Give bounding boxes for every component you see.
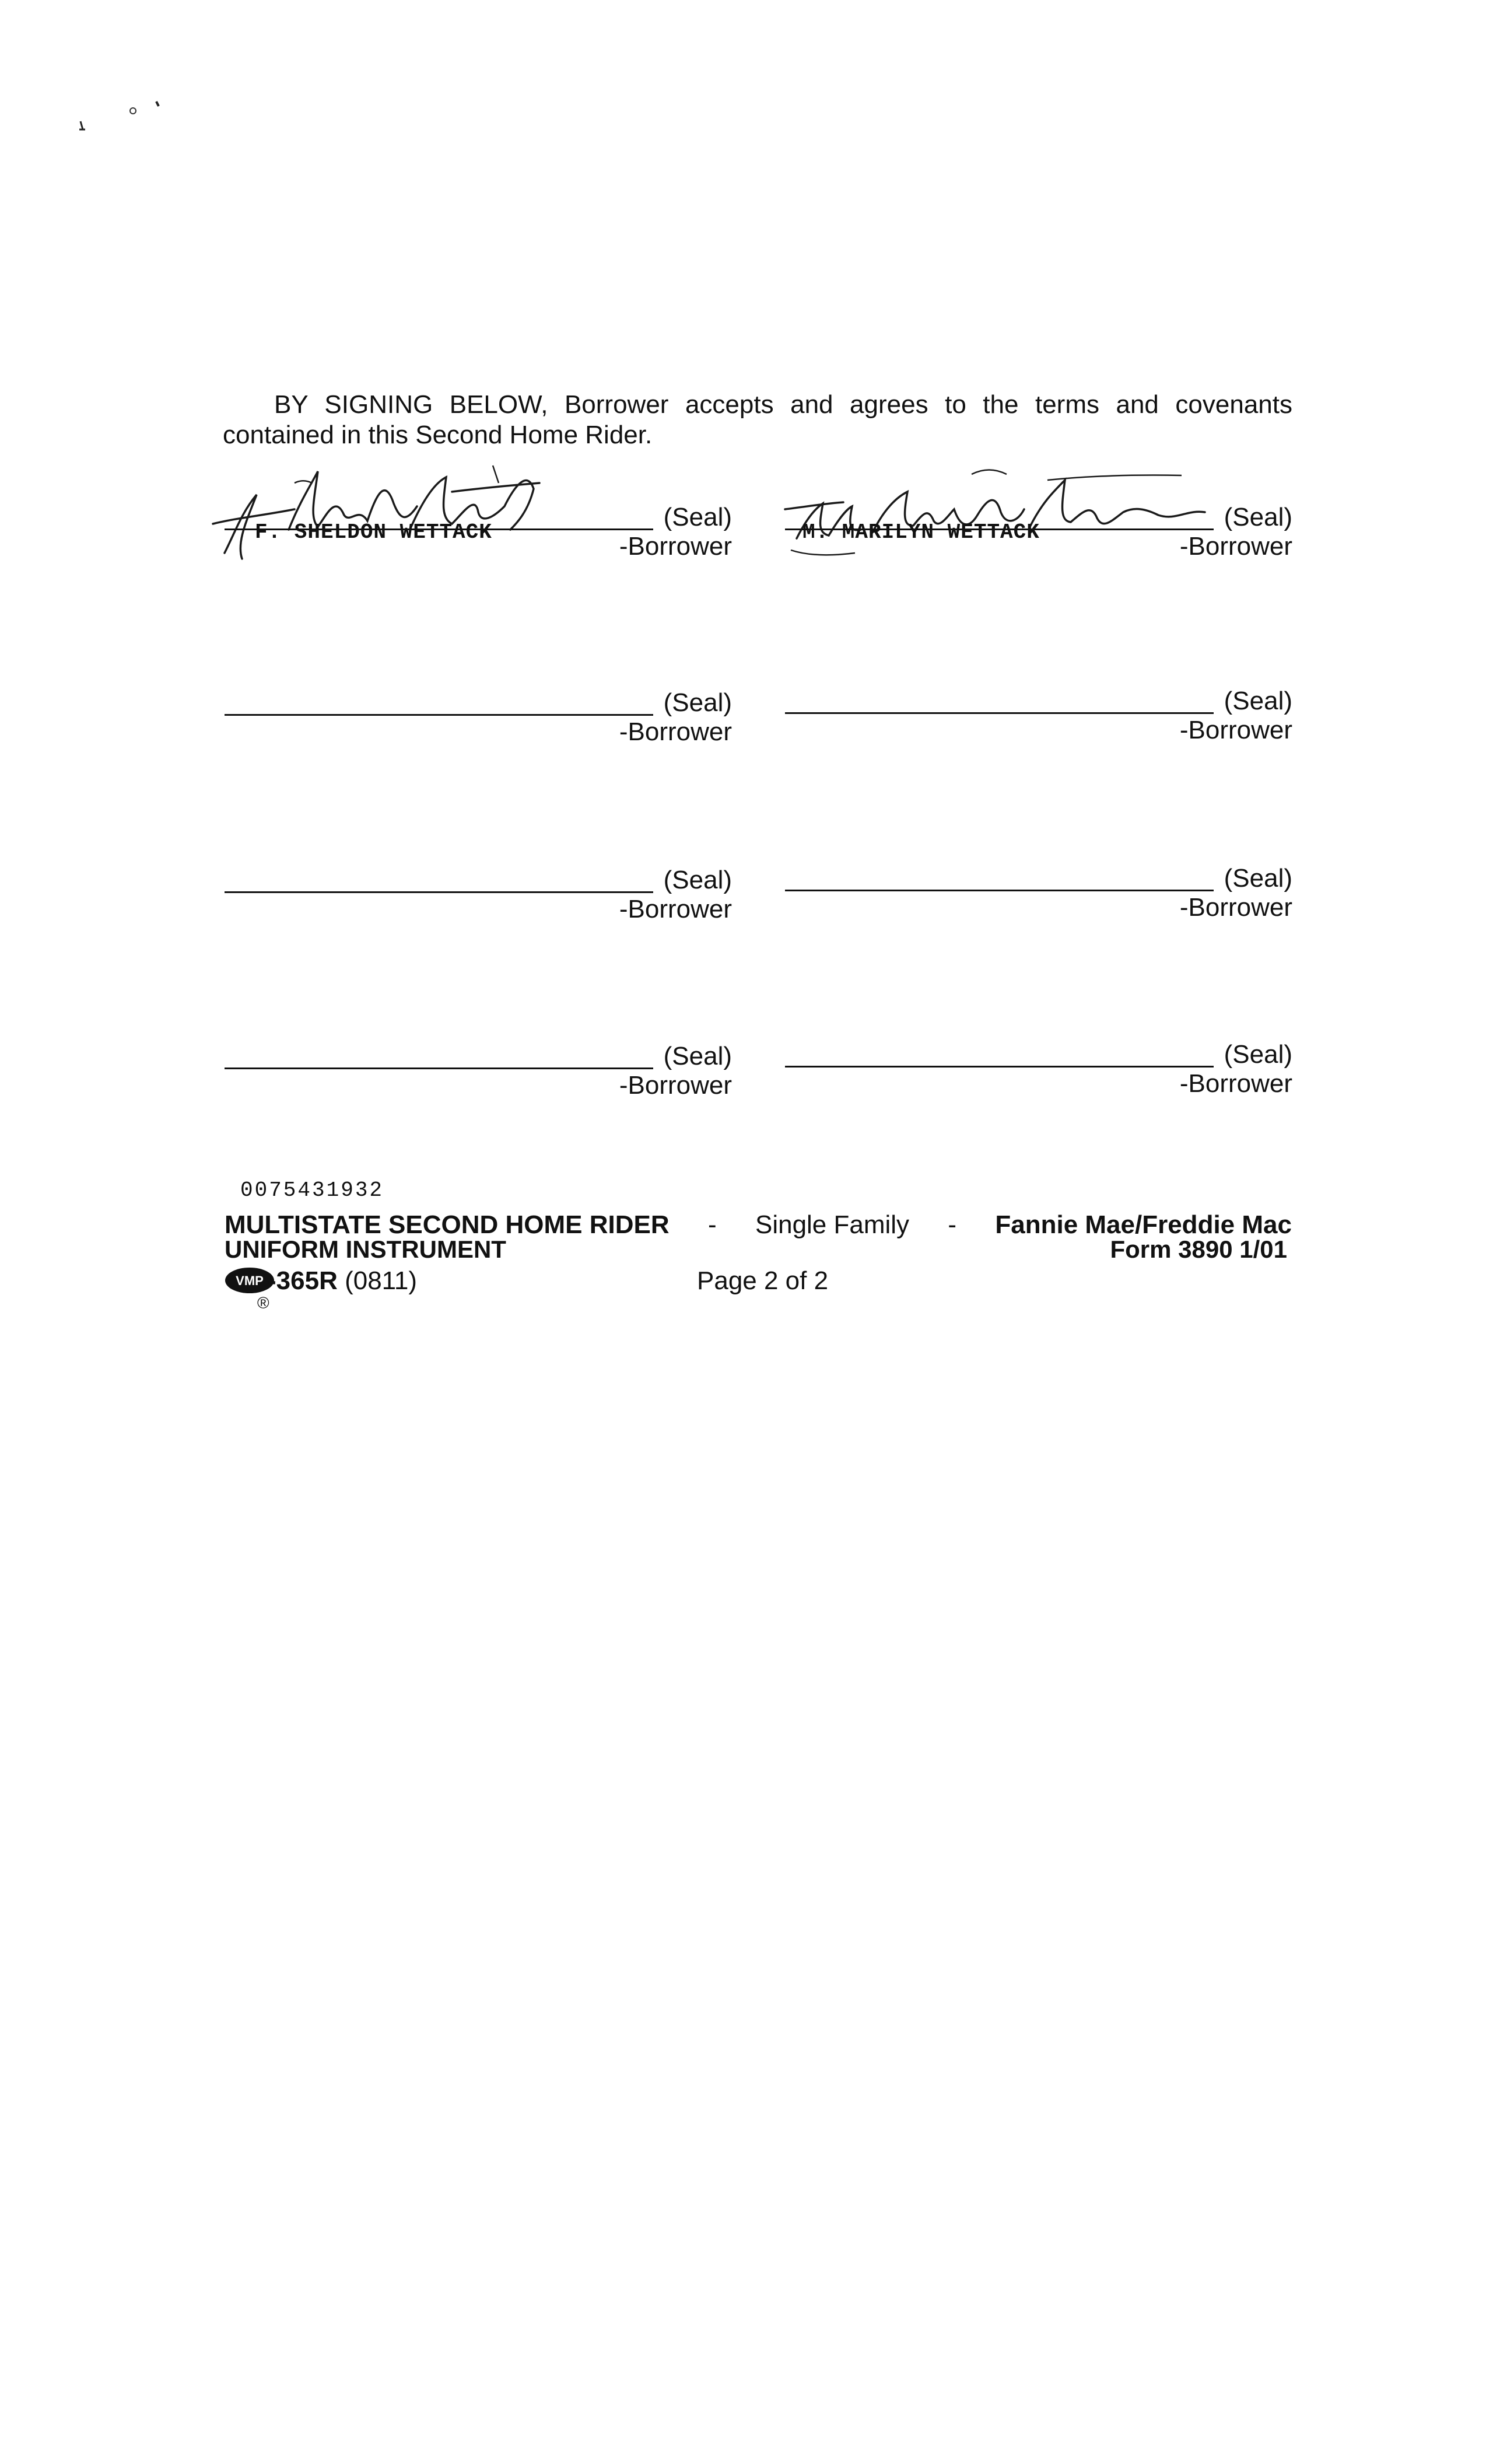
form-title-agency: Fannie Mae/Freddie Mac bbox=[995, 1210, 1292, 1239]
seal-label: (Seal) bbox=[1224, 1040, 1292, 1069]
seal-label: (Seal) bbox=[663, 503, 732, 531]
seal-label: (Seal) bbox=[1224, 864, 1292, 892]
form-title-type: Single Family bbox=[755, 1210, 910, 1239]
printed-name: F. SHELDON WETTACK bbox=[255, 520, 492, 544]
uniform-instrument-label: UNIFORM INSTRUMENT bbox=[225, 1236, 506, 1263]
registered-mark: ® bbox=[257, 1294, 269, 1312]
seal-label: (Seal) bbox=[1224, 687, 1292, 715]
scan-specks bbox=[0, 0, 233, 175]
seal-label: (Seal) bbox=[663, 688, 732, 717]
borrower-label: -Borrower bbox=[1179, 716, 1292, 744]
borrower-label: -Borrower bbox=[619, 895, 732, 923]
form-number: Form 3890 1/01 bbox=[1110, 1236, 1287, 1263]
agreement-statement-line-1: BY SIGNING BELOW, Borrower accepts and agrees to the terms and covenants bbox=[274, 390, 1292, 419]
signature-line bbox=[225, 714, 653, 716]
handwritten-signature-1 bbox=[201, 460, 563, 576]
signature-line bbox=[785, 712, 1214, 714]
vmp-logo-text: VMP bbox=[236, 1273, 264, 1288]
borrower-label: -Borrower bbox=[619, 532, 732, 561]
page-number: Page 2 of 2 bbox=[697, 1266, 829, 1295]
borrower-label: -Borrower bbox=[1179, 893, 1292, 922]
seal-label: (Seal) bbox=[663, 1042, 732, 1070]
form-code-line bbox=[225, 1266, 895, 1312]
agreement-statement bbox=[223, 390, 1292, 450]
form-title-dash: - bbox=[707, 1210, 717, 1239]
borrower-label: -Borrower bbox=[1179, 532, 1292, 561]
form-code-version: (0811) bbox=[345, 1266, 417, 1295]
borrower-label: -Borrower bbox=[619, 1071, 732, 1100]
signature-block-borrower-3 bbox=[225, 686, 732, 774]
form-code bbox=[268, 1266, 417, 1296]
signature-block-borrower-6 bbox=[785, 862, 1292, 949]
signature-block-borrower-7 bbox=[225, 1040, 732, 1127]
form-title bbox=[225, 1212, 1292, 1238]
signature-block-borrower-8 bbox=[785, 1038, 1292, 1125]
signature-line bbox=[225, 1068, 653, 1069]
agreement-statement-line-2: contained in this Second Home Rider. bbox=[223, 421, 653, 449]
signature-block-borrower-2 bbox=[785, 501, 1292, 588]
signature-line bbox=[785, 890, 1214, 891]
printed-name: M. MARILYN WETTACK bbox=[802, 520, 1040, 544]
signature-block-borrower-1 bbox=[225, 501, 732, 588]
signature-line bbox=[785, 1066, 1214, 1068]
form-instrument-line bbox=[225, 1237, 1287, 1262]
form-code-number: -365R bbox=[268, 1266, 338, 1295]
form-title-dash: - bbox=[948, 1210, 957, 1239]
form-title-name: MULTISTATE SECOND HOME RIDER bbox=[225, 1210, 670, 1239]
seal-label: (Seal) bbox=[1224, 503, 1292, 531]
borrower-label: -Borrower bbox=[1179, 1069, 1292, 1098]
borrower-label: -Borrower bbox=[619, 718, 732, 746]
signature-block-borrower-5 bbox=[225, 863, 732, 951]
signature-block-borrower-4 bbox=[785, 684, 1292, 772]
handwritten-signature-2 bbox=[773, 457, 1217, 573]
signature-line bbox=[225, 891, 653, 893]
loan-number: 0075431932 bbox=[240, 1178, 384, 1202]
seal-label: (Seal) bbox=[663, 866, 732, 894]
